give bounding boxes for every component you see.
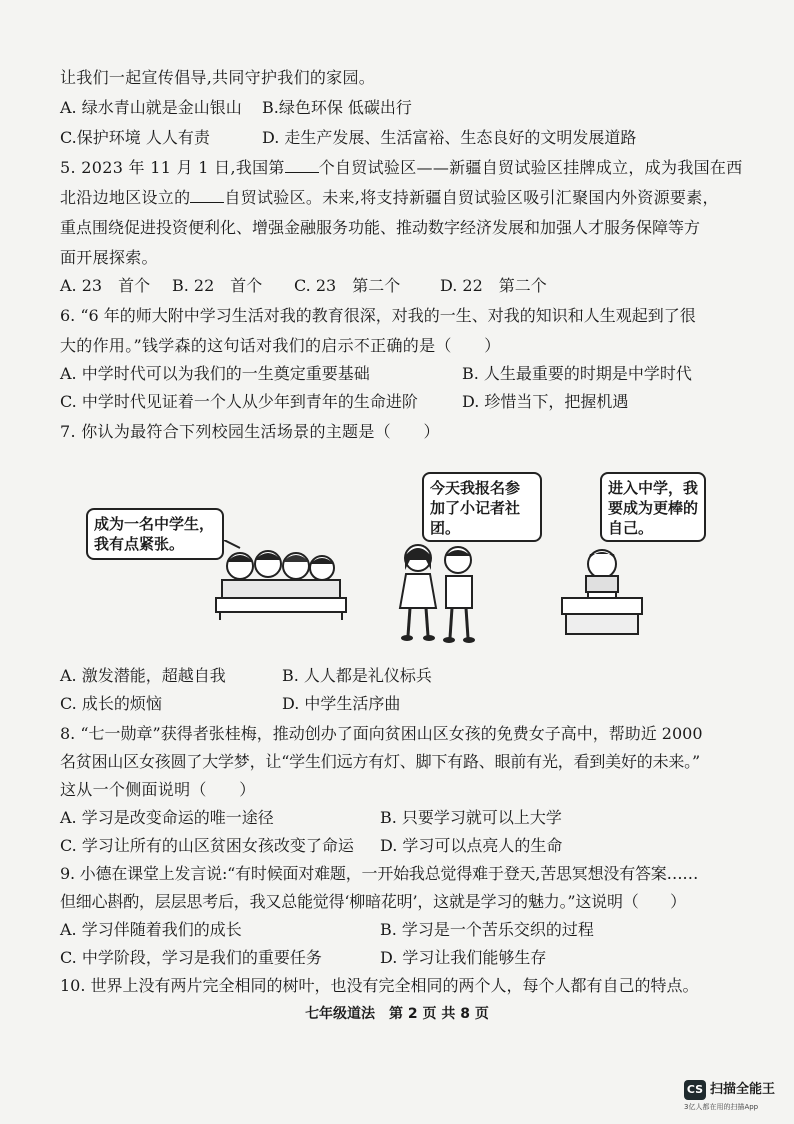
q7-bubble-middle: 今天我报名参加了小记者社团。 [422, 472, 542, 542]
q9-option-d: D. 学习让我们能够生存 [380, 948, 547, 967]
q4-stem-end: 让我们一起宣传倡导,共同守护我们的家园。 [60, 68, 376, 87]
q5-option-b: B. 22 首个 [172, 276, 263, 295]
q9-line-1: 9. 小德在课堂上发言说:“有时候面对难题，一开始我总觉得难于登天,苦思冥想没有答案…… [60, 864, 699, 883]
camscanner-logo-icon: CS [684, 1080, 706, 1100]
q5-blank-2 [190, 188, 224, 203]
q8-option-b: B. 只要学习就可以上大学 [380, 808, 562, 827]
q5-option-a: A. 23 首个 [60, 276, 151, 295]
q8-option-a: A. 学习是改变命运的唯一途径 [60, 808, 274, 827]
q8-line-2: 名贫困山区女孩圆了大学梦，让“学生们远方有灯、脚下有路、眼前有光，看到美好的未来。” [60, 752, 700, 771]
q5-line-3: 重点围绕促进投资便利化、增强金融服务功能、推动数字经济发展和加强人才服务保障等方 [60, 218, 701, 237]
q7-bubble-right: 进入中学，我要成为更棒的自己。 [600, 472, 706, 542]
q9-option-b: B. 学习是一个苦乐交织的过程 [380, 920, 594, 939]
page-footer: 七年级道法 第 2 页 共 8 页 [305, 1006, 489, 1022]
q9-option-c: C. 中学阶段，学习是我们的重要任务 [60, 948, 322, 967]
q7-option-b: B. 人人都是礼仪标兵 [282, 666, 432, 685]
camscanner-watermark: 扫描全能王 [710, 1082, 776, 1097]
q6-option-c: C. 中学时代见证着一个人从少年到青年的生命进阶 [60, 392, 418, 411]
q5-line-4: 面开展探索。 [60, 248, 158, 267]
two-students-walking-illustration [396, 540, 486, 646]
q8-option-d: D. 学习可以点亮人的生命 [380, 836, 563, 855]
students-group-illustration [210, 540, 350, 620]
student-reading-illustration [556, 540, 646, 636]
q6-line-2: 大的作用。”钱学森的这句话对我们的启示不正确的是（ ） [60, 336, 501, 355]
q5-blank-1 [285, 158, 319, 173]
q7-bubble-left: 成为一名中学生，我有点紧张。 [86, 508, 224, 560]
q5-line-2: 北沿边地区设立的 自贸试验区。未来,将支持新疆自贸试验区吸引汇聚国内外资源要素， [60, 188, 719, 207]
q6-option-b: B. 人生最重要的时期是中学时代 [462, 364, 692, 383]
q10-line-1: 10. 世界上没有两片完全相同的树叶，也没有完全相同的两个人，每个人都有自己的特点。 [60, 976, 699, 995]
q4-option-b: B.绿色环保 低碳出行 [262, 98, 412, 117]
q7-stem: 7. 你认为最符合下列校园生活场景的主题是（ ） [60, 422, 440, 441]
q8-option-c: C. 学习让所有的山区贫困女孩改变了命运 [60, 836, 354, 855]
q6-line-1: 6. “6 年的师大附中学习生活对我的教育很深，对我的一生、对我的知识和人生观起到了很 [60, 306, 696, 325]
q8-line-1: 8. “七一勋章”获得者张桂梅，推动创办了面向贫困山区女孩的免费女子高中，帮助近 2000 [60, 724, 703, 743]
q5-option-c: C. 23 第二个 [294, 276, 401, 295]
q5-line-1: 5. 2023 年 11 月 1 日,我国第 个自贸试验区——新疆自贸试验区挂牌成立，成为我国在西 [60, 158, 743, 177]
q6-option-a: A. 中学时代可以为我们的一生奠定重要基础 [60, 364, 370, 383]
q7-option-d: D. 中学生活序曲 [282, 694, 401, 713]
q8-line-3: 这从一个侧面说明（ ） [60, 780, 256, 799]
q7-option-c: C. 成长的烦恼 [60, 694, 162, 713]
q4-option-c: C.保护环境 人人有责 [60, 128, 210, 147]
q6-option-d: D. 珍惜当下，把握机遇 [462, 392, 629, 411]
q9-option-a: A. 学习伴随着我们的成长 [60, 920, 242, 939]
q9-line-2: 但细心斟酌，层层思考后，我又总能觉得‘柳暗花明’，这就是学习的魅力。”这说明（ ） [60, 892, 686, 911]
camscanner-tagline: 3亿人都在用的扫描App [684, 1103, 759, 1111]
q4-option-a: A. 绿水青山就是金山银山 [60, 98, 242, 117]
q5-option-d: D. 22 第二个 [440, 276, 547, 295]
q7-option-a: A. 激发潜能，超越自我 [60, 666, 226, 685]
q4-option-d: D. 走生产发展、生活富裕、生态良好的文明发展道路 [262, 128, 637, 147]
